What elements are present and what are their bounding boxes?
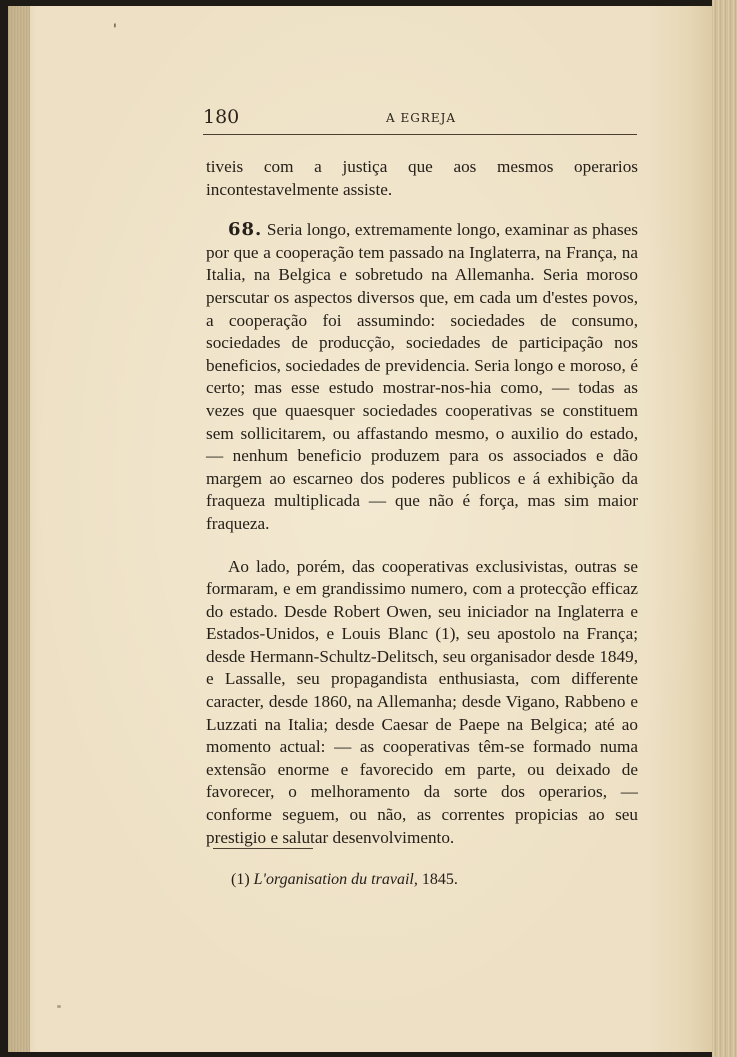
running-title: A EGREJA — [386, 111, 457, 125]
footnote-work-title: L'organisation du travail, — [253, 871, 418, 888]
page-edges — [712, 0, 737, 1057]
paper-speck — [57, 1005, 61, 1008]
section-number: 68. — [228, 219, 263, 241]
footnote-year: 1845. — [421, 871, 458, 888]
body-text — [206, 156, 638, 849]
paragraph: tiveis com a justiça que aos mesmos operarios incontestavelmente assiste. — [206, 157, 638, 199]
footnote-rule — [213, 848, 313, 849]
footnote-marker: (1) — [231, 871, 250, 888]
running-header — [203, 106, 637, 134]
paragraph — [206, 219, 638, 535]
page-number: 180 — [203, 106, 240, 128]
paragraph: Ao lado, porém, das cooperativas exclusivistas, outras se formaram, e em grandissimo numero, com a protecção efficaz do estado. Desde Robert Owen, seu iniciador na Inglaterra e Estados-Unidos, e Louis Blanc (1), seu apostolo na França; desde Hermann-Schultz-Delitsch, seu organisador desde 1849, e Lassalle, seu propagandista enthusiasta, com differente caracter, desde 1860, na Allemanha; desde Vigano, Rabbeno e Luzzati na Italia; desde Caesar de Paepe na Belgica; até ao momento actual: — as cooperativas têm-se formado numa extensão enorme e favorecido em parte, ou deixado de favorecer, o melhoramento da sorte dos operarios, — conforme seguem, ou não, as correntes propicias ao seu prestigio e salutar desenvolvimento. — [206, 556, 638, 847]
book-gutter — [8, 6, 30, 1052]
paragraph-text: Seria longo, extremamente longo, examinar as phases por que a cooperação tem passado na Inglaterra, na França, na Italia, na Belgica e sobretudo na Allemanha. Seria moroso perscutar os aspectos diversos que, em cada um d'estes povos, a cooperação foi assumindo: sociedades de consumo, sociedades de producção, sociedades de participação nos beneficios, sociedades de previdencia. Seria longo e moroso, é certo; mas esse estudo mostrar-nos-hia como, — todas as vezes que quaesquer sociedades cooperativas se constituem sem sollicitarem, ou affastando mesmo, o auxilio do estado, — nenhum beneficio produzem para os associados e dão margem ao escarneo dos poderes publicos e á exhibição da fraqueza multiplicada — que não é força, mas sim maior fraqueza. — [206, 220, 638, 533]
footnote — [231, 871, 458, 889]
header-rule — [203, 134, 637, 135]
pencil-mark: ' — [113, 22, 117, 38]
